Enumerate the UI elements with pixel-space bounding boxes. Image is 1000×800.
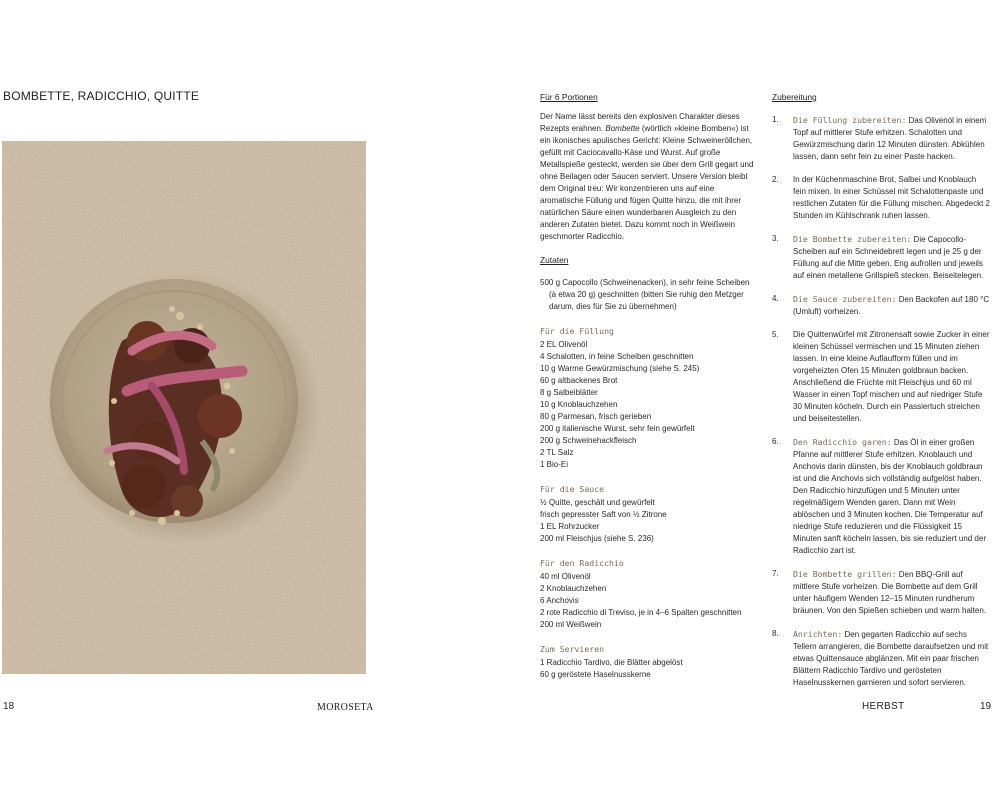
preparation-step: [772, 436, 990, 557]
step-label: Anrichten:: [793, 629, 843, 639]
ingredient-group-title: Zum Servieren: [540, 644, 605, 654]
ingredient-item: 10 g Knoblauchzehen: [540, 400, 618, 409]
step-text: Die Capocollo-Scheiben auf ein Schneidebrett legen und je 25 g der Füllung auf die Mitte geben. Eng aufrollen und jeweils auf einen metallene Grillspieß stecken. Beiseitelegen.: [793, 235, 984, 280]
recipe-title: BOMBETTE, RADICCHIO, QUITTE: [3, 89, 200, 103]
preparation-step: [772, 233, 990, 282]
left-footer-label: MOROSETA: [317, 702, 374, 713]
ingredient-item: 200 ml Weißwein: [540, 620, 602, 629]
intro-column: [540, 91, 755, 681]
ingredient-item: 1 EL Rohrzucker: [540, 522, 600, 531]
ingredient-item: 10 g Warme Gewürzmischung (siehe S. 245): [540, 364, 700, 373]
step-number: 4.: [772, 294, 779, 303]
step-label: Die Bombette zubereiten:: [793, 234, 912, 244]
step-label: Die Sauce zubereiten:: [793, 294, 897, 304]
step-number: 1.: [772, 115, 779, 124]
step-text: Das Olivenöl in einem Topf auf mittlerer Stufe erhitzen. Schalotten und Gewürzmischung darin 12 Minuten dünsten. Abkühlen lassen, dann sehr fein zu einer Paste hacken.: [793, 116, 987, 161]
ingredient-item: 80 g Parmesan, frisch gerieben: [540, 412, 652, 421]
right-footer-label: HERBST: [862, 701, 905, 712]
step-number: 3.: [772, 234, 779, 243]
ingredient-item: 200 ml Fleischjus (siehe S. 236): [540, 534, 654, 543]
step-label: Die Füllung zubereiten:: [793, 115, 907, 125]
ingredient-item: 1 Radicchio Tardivo, die Blätter abgelöst: [540, 658, 683, 667]
step-number: 8.: [772, 629, 779, 638]
ingredient-item: 2 Knoblauchzehen: [540, 584, 607, 593]
step-text: Den Backofen auf 180 °C (Umluft) vorheizen.: [793, 295, 990, 316]
preparation-step: [772, 628, 990, 689]
ingredient-item: frisch gepresster Saft von ½ Zitrone: [540, 510, 667, 519]
preparation-step: [772, 114, 990, 163]
ingredient-item: 6 Anchovis: [540, 596, 579, 605]
ingredient-item: 2 TL Salz: [540, 448, 574, 457]
ingredient-item: 4 Schalotten, in feine Scheiben geschnitten: [540, 352, 694, 361]
ingredient-groups: [540, 325, 755, 681]
dish-photo: [2, 141, 366, 674]
portions-heading: Für 6 Portionen: [540, 92, 598, 102]
ingredient-item: ½ Quitte, geschält und gewürfelt: [540, 498, 655, 507]
step-number: 7.: [772, 569, 779, 578]
left-page-number: 18: [3, 701, 15, 712]
ingredient-group-title: Für den Radicchio: [540, 558, 624, 568]
right-page-number: 19: [980, 701, 992, 712]
ingredient-main: 500 g Capocollo (Schweinenacken), in sehr feine Scheiben (à etwa 20 g) geschnitten (bitten Sie ruhig den Metzger darum, dies für Sie zu übernehmen): [540, 278, 750, 311]
ingredient-item: 1 Bio-Ei: [540, 460, 569, 469]
step-text: In der Küchenmaschine Brot, Salbei und Knoblauch fein mixen. In einer Schüssel mit Schalottenpaste und restlichen Zutaten für die Füllung mischen. Abgedeckt 2 Stunden im Kühlschrank ruhen lassen.: [793, 175, 990, 220]
ingredient-item: 60 g altbackenes Brot: [540, 376, 618, 385]
ingredient-item: 2 rote Radicchio di Treviso, je in 4–6 Spalten geschnitten: [540, 608, 742, 617]
intro-paragraph: Der Name lässt bereits den explosiven Charakter dieses Rezepts erahnen. Bombette (wörtlich »kleine Bomben«) ist ein ikonisches apulisches Gericht: Kleine Schweineröllchen, gefüllt mit Caciocavallo-Käse und Wurst. Auf große Metallspieße gesteckt, werden sie über dem Grill gegart und ohne Beilagen oder Saucen serviert. Unsere Version bleibt dem Original treu: Wir konzentrieren uns auf eine aromatische Füllung und fügen Quitte hinzu, die mit ihrer natürlichen Säure einen wunderbaren Ausgleich zu den anderen Zutaten bietet. Dazu kommt noch in Weißwein geschmorter Radicchio.: [540, 112, 754, 241]
step-text: Den BBQ-Grill auf mittlere Stufe vorheizen. Die Bombette auf dem Grill unter häufigem Wenden 12–15 Minuten rundherum bräunen. Von den Spießen schieben und warm halten.: [793, 570, 987, 615]
step-text: Das Öl in einer großen Pfanne auf mittlerer Stufe erhitzen. Knoblauch und Anchovis darin dünsten, bis der Knoblauch goldbraun ist und die Anchovis sich vollständig aufgelöst haben. Den Radicchio hinzufügen und 5 Minuten unter regelmäßigem Wenden garen. Dann mit Wein ablöschen und 3 Minuten kochen. Die Temperatur auf niedrige Stufe reduzieren und die Flüssigkeit 15 Minuten sanft köcheln lassen, bis sie reduziert und der Radicchio zart ist.: [793, 438, 986, 555]
ingredient-item: 60 g geröstete Haselnusskerne: [540, 670, 651, 679]
preparation-step: [772, 329, 990, 425]
ingredient-item: 2 EL Olivenöl: [540, 340, 588, 349]
step-label: Den Radicchio garen:: [793, 437, 892, 447]
ingredient-item: 200 g italienische Wurst, sehr fein gewürfelt: [540, 424, 695, 433]
ingredient-item: 40 ml Olivenöl: [540, 572, 591, 581]
step-number: 2.: [772, 175, 779, 184]
preparation-steps: [772, 114, 990, 689]
ingredient-group-title: Für die Füllung: [540, 326, 614, 336]
step-number: 5.: [772, 330, 779, 339]
ingredient-item: 8 g Salbeiblätter: [540, 388, 598, 397]
step-label: Die Bombette grillen:: [793, 569, 897, 579]
preparation-heading: Zubereitung: [772, 92, 817, 102]
step-text: Den gegarten Radicchio auf sechs Tellern arrangieren, die Bombette daraufsetzen und mit etwas Quittensauce abglänzen. Mit ein paar frischen Blättern Radicchio Tardivo und gerösteten Haselnusskernen garnieren und sofort servieren.: [793, 630, 989, 687]
ingredient-item: 200 g Schweinehackfleisch: [540, 436, 637, 445]
preparation-step: [772, 174, 990, 222]
ingredients-heading: Zutaten: [540, 255, 569, 265]
step-number: 6.: [772, 437, 779, 446]
preparation-step: [772, 293, 990, 318]
preparation-column: [772, 91, 990, 700]
ingredient-group-title: Für die Sauce: [540, 484, 605, 494]
step-text: Die Quittenwürfel mit Zitronensaft sowie Zucker in einer kleinen Schüssel vermischen und 15 Minuten ziehen lassen. In eine kleine Auflaufform füllen und im vorgeheizten Ofen 15 Minuten goldbraun backen. Anschließend die Früchte mit Fleischjus und 60 ml Wasser in einen Topf mischen und auf niedriger Stufe 30 Minuten köcheln. Durch ein Passiertuch streichen und beiseitestellen.: [793, 330, 990, 423]
preparation-step: [772, 568, 990, 617]
